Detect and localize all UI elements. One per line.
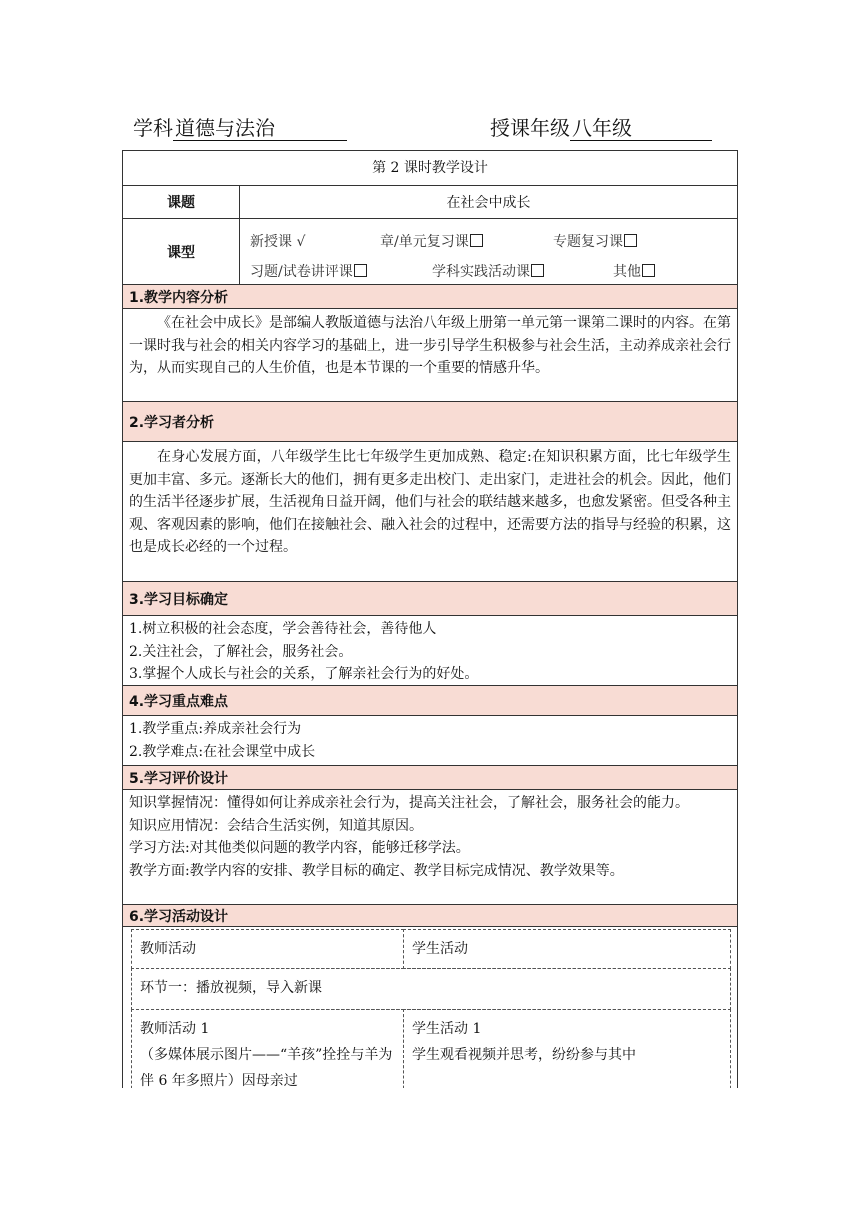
list-item: 教学方面:教学内容的安排、教学目标的确定、教学目标完成情况、教学效果等。 — [129, 862, 624, 879]
list-item: 2.关注社会，了解社会，服务社会。 — [129, 643, 353, 660]
section-title-objectives: 3.学习目标确定 — [123, 582, 737, 616]
list-item: 知识应用情况：会结合生活实例，知道其原因。 — [129, 817, 423, 834]
checkbox-icon[interactable] — [470, 234, 483, 247]
objectives-body — [123, 616, 737, 686]
grade-value: 八年级 — [570, 116, 712, 141]
topic-value: 在社会中成长 — [446, 195, 531, 211]
option-practice[interactable] — [432, 261, 544, 281]
checkbox-icon[interactable] — [531, 264, 544, 277]
list-item: 1.教学重点:养成亲社会行为 — [129, 721, 302, 737]
activity-grid — [131, 929, 729, 1088]
teacher-activity-1-title: 教师活动 1 — [140, 1021, 210, 1037]
option-other[interactable] — [613, 261, 655, 281]
subject-label: 学科 — [133, 116, 173, 140]
teacher-activity-1-text: （多媒体展示图片——“羊孩”拴拴与羊为伴 6 年多照片）因母亲过 — [140, 1047, 393, 1088]
check-mark-icon: √ — [296, 234, 306, 250]
evaluation-body — [123, 790, 737, 905]
table-title: 第 2 课时教学设计 — [123, 151, 737, 186]
topic-label: 课题 — [123, 186, 240, 218]
option-new-lesson[interactable] — [250, 231, 305, 251]
list-item: 学习方法:对其他类似问题的教学内容，能够迁移学法。 — [129, 840, 470, 856]
option-label: 章/单元复习课 — [380, 234, 469, 250]
content-analysis-text: 《在社会中成长》是部编人教版道德与法治八年级上册第一单元第一课第二课时的内容。在第一课时我与社会的相关内容学习的基础上，进一步引导学生积极参与社会生活，主动养成亲社会行为，从而实现自己的人生价值，也是本节课的一个重要的情感升华。 — [129, 315, 731, 376]
list-item: 知识掌握情况：懂得如何让养成亲社会行为，提高关注社会，了解社会，服务社会的能力。 — [129, 795, 689, 811]
grade-field — [490, 112, 712, 141]
option-label: 其他 — [613, 264, 641, 280]
key-points-body — [123, 716, 737, 766]
course-type-options — [240, 219, 737, 284]
list-item: 2.教学难点:在社会课堂中成长 — [129, 743, 316, 760]
stage-one-title: 环节一：播放视频，导入新课 — [131, 968, 731, 1010]
checkbox-icon[interactable] — [624, 234, 637, 247]
topic-row — [123, 186, 737, 219]
student-activity-1-title: 学生活动 1 — [412, 1021, 482, 1037]
section-title-content-analysis: 1.教学内容分析 — [123, 285, 737, 309]
subject-field — [133, 112, 347, 141]
option-exercise-review[interactable] — [250, 261, 367, 281]
learner-analysis-body — [123, 442, 737, 582]
course-type-row — [123, 219, 737, 285]
section-title-key-points: 4.学习重点难点 — [123, 686, 737, 716]
student-activity-1 — [403, 1009, 731, 1088]
option-label: 习题/试卷讲评课 — [250, 264, 353, 280]
option-topic-review[interactable] — [553, 231, 637, 251]
section-title-evaluation: 5.学习评价设计 — [123, 766, 737, 790]
option-label: 新授课 — [250, 234, 292, 250]
grade-label: 授课年级 — [490, 116, 570, 140]
teacher-activity-1 — [131, 1009, 404, 1088]
content-analysis-body — [123, 309, 737, 402]
subject-value: 道德与法治 — [173, 116, 347, 141]
lesson-plan-table — [122, 150, 738, 1088]
list-item: 3.掌握个人成长与社会的关系，了解亲社会行为的好处。 — [129, 666, 479, 682]
learner-analysis-text: 在身心发展方面，八年级学生比七年级学生更加成熟、稳定:在知识积累方面，比七年级学生更加丰富、多元。逐渐长大的他们，拥有更多走出校门、走出家门，走进社会的机会。因此，他们的生活半径逐步扩展，生活视角日益开阔，他们与社会的联结越来越多，也愈发紧密。但受各种主观、客观因素的影响，他们在接触社会、融入社会的过程中，还需要方法的指导与经验的积累，这也是成长必经的一个过程。 — [129, 449, 731, 555]
list-item: 1.树立积极的社会态度，学会善待社会，善待他人 — [129, 621, 437, 637]
section-title-activities: 6.学习活动设计 — [123, 905, 737, 927]
checkbox-icon[interactable] — [642, 264, 655, 277]
option-label: 专题复习课 — [553, 234, 623, 250]
option-label: 学科实践活动课 — [432, 264, 530, 280]
checkbox-icon[interactable] — [354, 264, 367, 277]
student-activity-1-text: 学生观看视频并思考，纷纷参与其中 — [412, 1047, 636, 1063]
option-unit-review[interactable] — [380, 231, 483, 251]
section-title-learner-analysis: 2.学习者分析 — [123, 402, 737, 442]
teacher-activity-header: 教师活动 — [131, 929, 404, 969]
course-type-label: 课型 — [123, 219, 240, 284]
student-activity-header: 学生活动 — [403, 929, 731, 969]
